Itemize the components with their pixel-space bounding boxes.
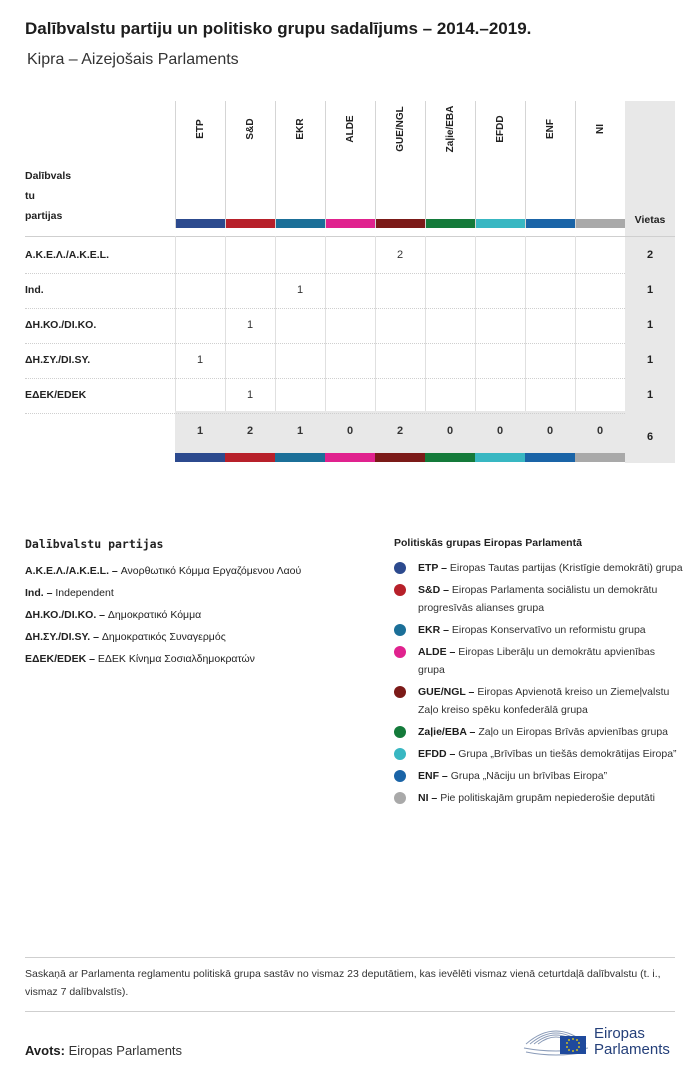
group-legend-item — [394, 559, 684, 577]
group-color-swatch — [475, 453, 525, 462]
seat-count: 1 — [296, 284, 304, 296]
group-color-swatch — [576, 219, 625, 228]
group-column-header — [275, 101, 325, 228]
group-color-dot-icon — [394, 726, 406, 738]
group-full-name: Eiropas Apvienotā kreiso un Ziemeļvalstu Zaļo kreiso spēku konfederālā grupa — [418, 686, 670, 716]
group-total: 1 — [296, 425, 304, 437]
party-full-name: Independent — [55, 587, 114, 599]
column-divider — [375, 236, 376, 411]
parliament-hemicycle-icon — [522, 1020, 590, 1062]
group-column-header — [325, 101, 375, 228]
groups-legend-title: Politiskās grupas Eiropas Parlamentā — [394, 537, 582, 549]
group-legend-item — [394, 723, 684, 741]
group-legend-item — [394, 643, 684, 679]
group-abbreviation: GUE/NGL – — [418, 686, 475, 698]
party-abbreviation: Α.Κ.Ε.Λ./A.K.E.L. – — [25, 565, 118, 577]
group-abbreviation: EFDD – — [418, 748, 456, 760]
group-color-dot-icon — [394, 748, 406, 760]
row-divider — [25, 308, 625, 309]
group-color-swatch — [525, 453, 575, 462]
group-abbreviation: EKR – — [418, 624, 449, 636]
group-total: 0 — [346, 425, 354, 437]
group-column-header — [225, 101, 275, 228]
group-legend-item — [394, 745, 684, 763]
group-total: 0 — [546, 425, 554, 437]
group-color-swatch — [225, 453, 275, 462]
seat-count: 1 — [246, 319, 254, 331]
group-column-header — [525, 101, 575, 228]
seats-header: Vietas — [634, 214, 666, 226]
party-legend-item — [25, 560, 375, 582]
group-legend-item — [394, 767, 684, 785]
party-legend-item — [25, 604, 375, 626]
seats-column-background — [625, 101, 675, 463]
header-divider — [25, 236, 675, 237]
source-line — [25, 1043, 182, 1058]
group-color-dot-icon — [394, 562, 406, 574]
group-full-name: Zaļo un Eiropas Brīvās apvienības grupa — [478, 726, 669, 738]
group-label: Zaļie/EBA — [444, 105, 456, 153]
group-color-swatch — [326, 219, 375, 228]
logo-line: Eiropas — [594, 1025, 645, 1042]
party-seats-total: 1 — [646, 319, 654, 331]
page-subtitle: Kipra – Aizejošais Parlaments — [27, 51, 239, 68]
parties-legend-title: Dalībvalstu partijas — [25, 537, 164, 551]
group-abbreviation: S&D – — [418, 584, 449, 596]
group-total: 2 — [396, 425, 404, 437]
group-legend-item — [394, 789, 684, 807]
group-full-name: Eiropas Tautas partijas (Kristīgie demokrāti) grupa — [449, 562, 683, 574]
party-abbreviation: Ind. – — [25, 587, 53, 599]
group-total: 0 — [596, 425, 604, 437]
group-color-swatch — [376, 219, 425, 228]
group-abbreviation: ENF – — [418, 770, 448, 782]
row-divider — [25, 273, 625, 274]
group-abbreviation: NI – — [418, 792, 438, 804]
group-legend-item — [394, 581, 684, 617]
logo-text — [594, 1026, 670, 1058]
party-name: ΔΗ.ΣΥ./DI.SY. — [25, 354, 91, 366]
party-full-name: Δημοκρατικό Κόμμα — [107, 609, 202, 621]
column-divider — [425, 236, 426, 411]
page-title: Dalībvalstu partiju un politisko grupu sadalījums – 2014.–2019. — [25, 19, 532, 38]
group-label: ETP — [194, 119, 206, 139]
party-full-name: Ανορθωτικό Κόμμα Εργαζόμενου Λαού — [120, 565, 302, 577]
group-total: 0 — [446, 425, 454, 437]
party-full-name: Δημοκρατικός Συναγερμός — [101, 631, 226, 643]
party-seats-total: 1 — [646, 389, 654, 401]
group-full-name: Grupa „Brīvības un tiešās demokrātijas Eiropa” — [458, 748, 677, 760]
group-color-swatch — [375, 453, 425, 462]
logo-line: Parlaments — [594, 1041, 670, 1058]
row-header-line: Dalībvals — [25, 170, 72, 182]
group-legend-item — [394, 621, 684, 639]
group-color-swatch — [575, 453, 625, 462]
group-total: 0 — [496, 425, 504, 437]
row-divider — [25, 378, 625, 379]
row-header-line: tu — [25, 190, 35, 202]
party-legend-item — [25, 648, 375, 670]
seat-count: 1 — [196, 354, 204, 366]
row-divider — [25, 343, 625, 344]
party-name: Ind. — [25, 284, 44, 296]
parties-legend — [25, 537, 375, 670]
column-divider — [475, 236, 476, 411]
party-name: Α.Κ.Ε.Λ./A.K.E.L. — [25, 249, 110, 261]
group-color-dot-icon — [394, 686, 406, 698]
column-divider — [325, 236, 326, 411]
seat-count: 1 — [246, 389, 254, 401]
party-name: ΕΔΕΚ/EDEK — [25, 389, 87, 401]
party-abbreviation: ΔΗ.ΣΥ./DI.SY. – — [25, 631, 99, 643]
group-label: GUE/NGL — [394, 106, 406, 152]
group-color-dot-icon — [394, 646, 406, 658]
party-legend-item — [25, 582, 375, 604]
party-full-name: ΕΔΕΚ Κίνημα Σοσιαλδημοκρατών — [97, 653, 255, 665]
party-abbreviation: ΔΗ.ΚΟ./DI.KO. – — [25, 609, 105, 621]
group-abbreviation: ETP – — [418, 562, 447, 574]
group-full-name: Grupa „Nāciju un brīvības Eiropa” — [450, 770, 608, 782]
column-divider — [575, 236, 576, 411]
group-label: NI — [594, 124, 606, 134]
group-full-name: Pie politiskajām grupām nepiederošie deputāti — [440, 792, 655, 804]
group-column-header — [425, 101, 475, 228]
group-color-swatch — [325, 453, 375, 462]
group-label: EFDD — [494, 115, 506, 143]
group-color-swatch — [526, 219, 575, 228]
group-color-swatch — [425, 453, 475, 462]
group-label: ENF — [544, 119, 556, 139]
row-divider — [25, 413, 625, 414]
group-label: S&D — [244, 118, 256, 140]
column-divider — [175, 236, 176, 411]
groups-legend — [394, 537, 684, 811]
group-total: 2 — [246, 425, 254, 437]
group-color-dot-icon — [394, 792, 406, 804]
group-abbreviation: ALDE – — [418, 646, 456, 658]
seats-table — [25, 101, 675, 463]
group-color-swatch — [476, 219, 525, 228]
party-seats-total: 1 — [646, 284, 654, 296]
group-color-swatch — [176, 219, 225, 228]
footer-divider — [25, 1011, 675, 1012]
european-parliament-logo — [522, 1020, 677, 1062]
group-legend-item — [394, 683, 684, 719]
group-total: 1 — [196, 425, 204, 437]
party-abbreviation: ΕΔΕΚ/EDEK – — [25, 653, 95, 665]
row-header-line: partijas — [25, 210, 63, 222]
group-color-swatch — [275, 453, 325, 462]
source-label: Avots: — [25, 1043, 65, 1058]
group-column-header — [475, 101, 525, 228]
party-legend-item — [25, 626, 375, 648]
footnote: Saskaņā ar Parlamenta reglamentu politiskā grupa sastāv no vismaz 23 deputātiem, kas ievēlēti vismaz vienā ceturtdaļā dalībvalstu (t. i., vismaz 7 dalībvalstīs). — [25, 968, 661, 998]
group-label: ALDE — [344, 115, 356, 143]
footer-divider — [25, 957, 675, 958]
group-column-header — [175, 101, 225, 228]
group-color-dot-icon — [394, 770, 406, 782]
party-name: ΔΗ.ΚΟ./DI.KO. — [25, 319, 97, 331]
group-label: EKR — [294, 118, 306, 140]
group-full-name: Eiropas Liberāļu un demokrātu apvienības grupa — [418, 646, 655, 676]
group-color-dot-icon — [394, 584, 406, 596]
party-seats-total: 2 — [646, 249, 654, 261]
group-full-name: Eiropas Konservatīvo un reformistu grupa — [451, 624, 646, 636]
group-color-swatch — [276, 219, 325, 228]
grand-total: 6 — [646, 431, 654, 443]
group-color-dot-icon — [394, 624, 406, 636]
group-color-swatch — [226, 219, 275, 228]
column-divider — [525, 236, 526, 411]
group-full-name: Eiropas Parlamenta sociālistu un demokrātu progresīvās alianses grupa — [418, 584, 658, 614]
party-seats-total: 1 — [646, 354, 654, 366]
group-color-swatch — [175, 453, 225, 462]
seat-count: 2 — [396, 249, 404, 261]
group-column-header — [575, 101, 625, 228]
group-color-swatch — [426, 219, 475, 228]
column-divider — [275, 236, 276, 411]
group-abbreviation: Zaļie/EBA – — [418, 726, 476, 738]
row-header — [25, 166, 71, 226]
group-column-header — [375, 101, 425, 228]
source-value: Eiropas Parlaments — [68, 1043, 183, 1058]
